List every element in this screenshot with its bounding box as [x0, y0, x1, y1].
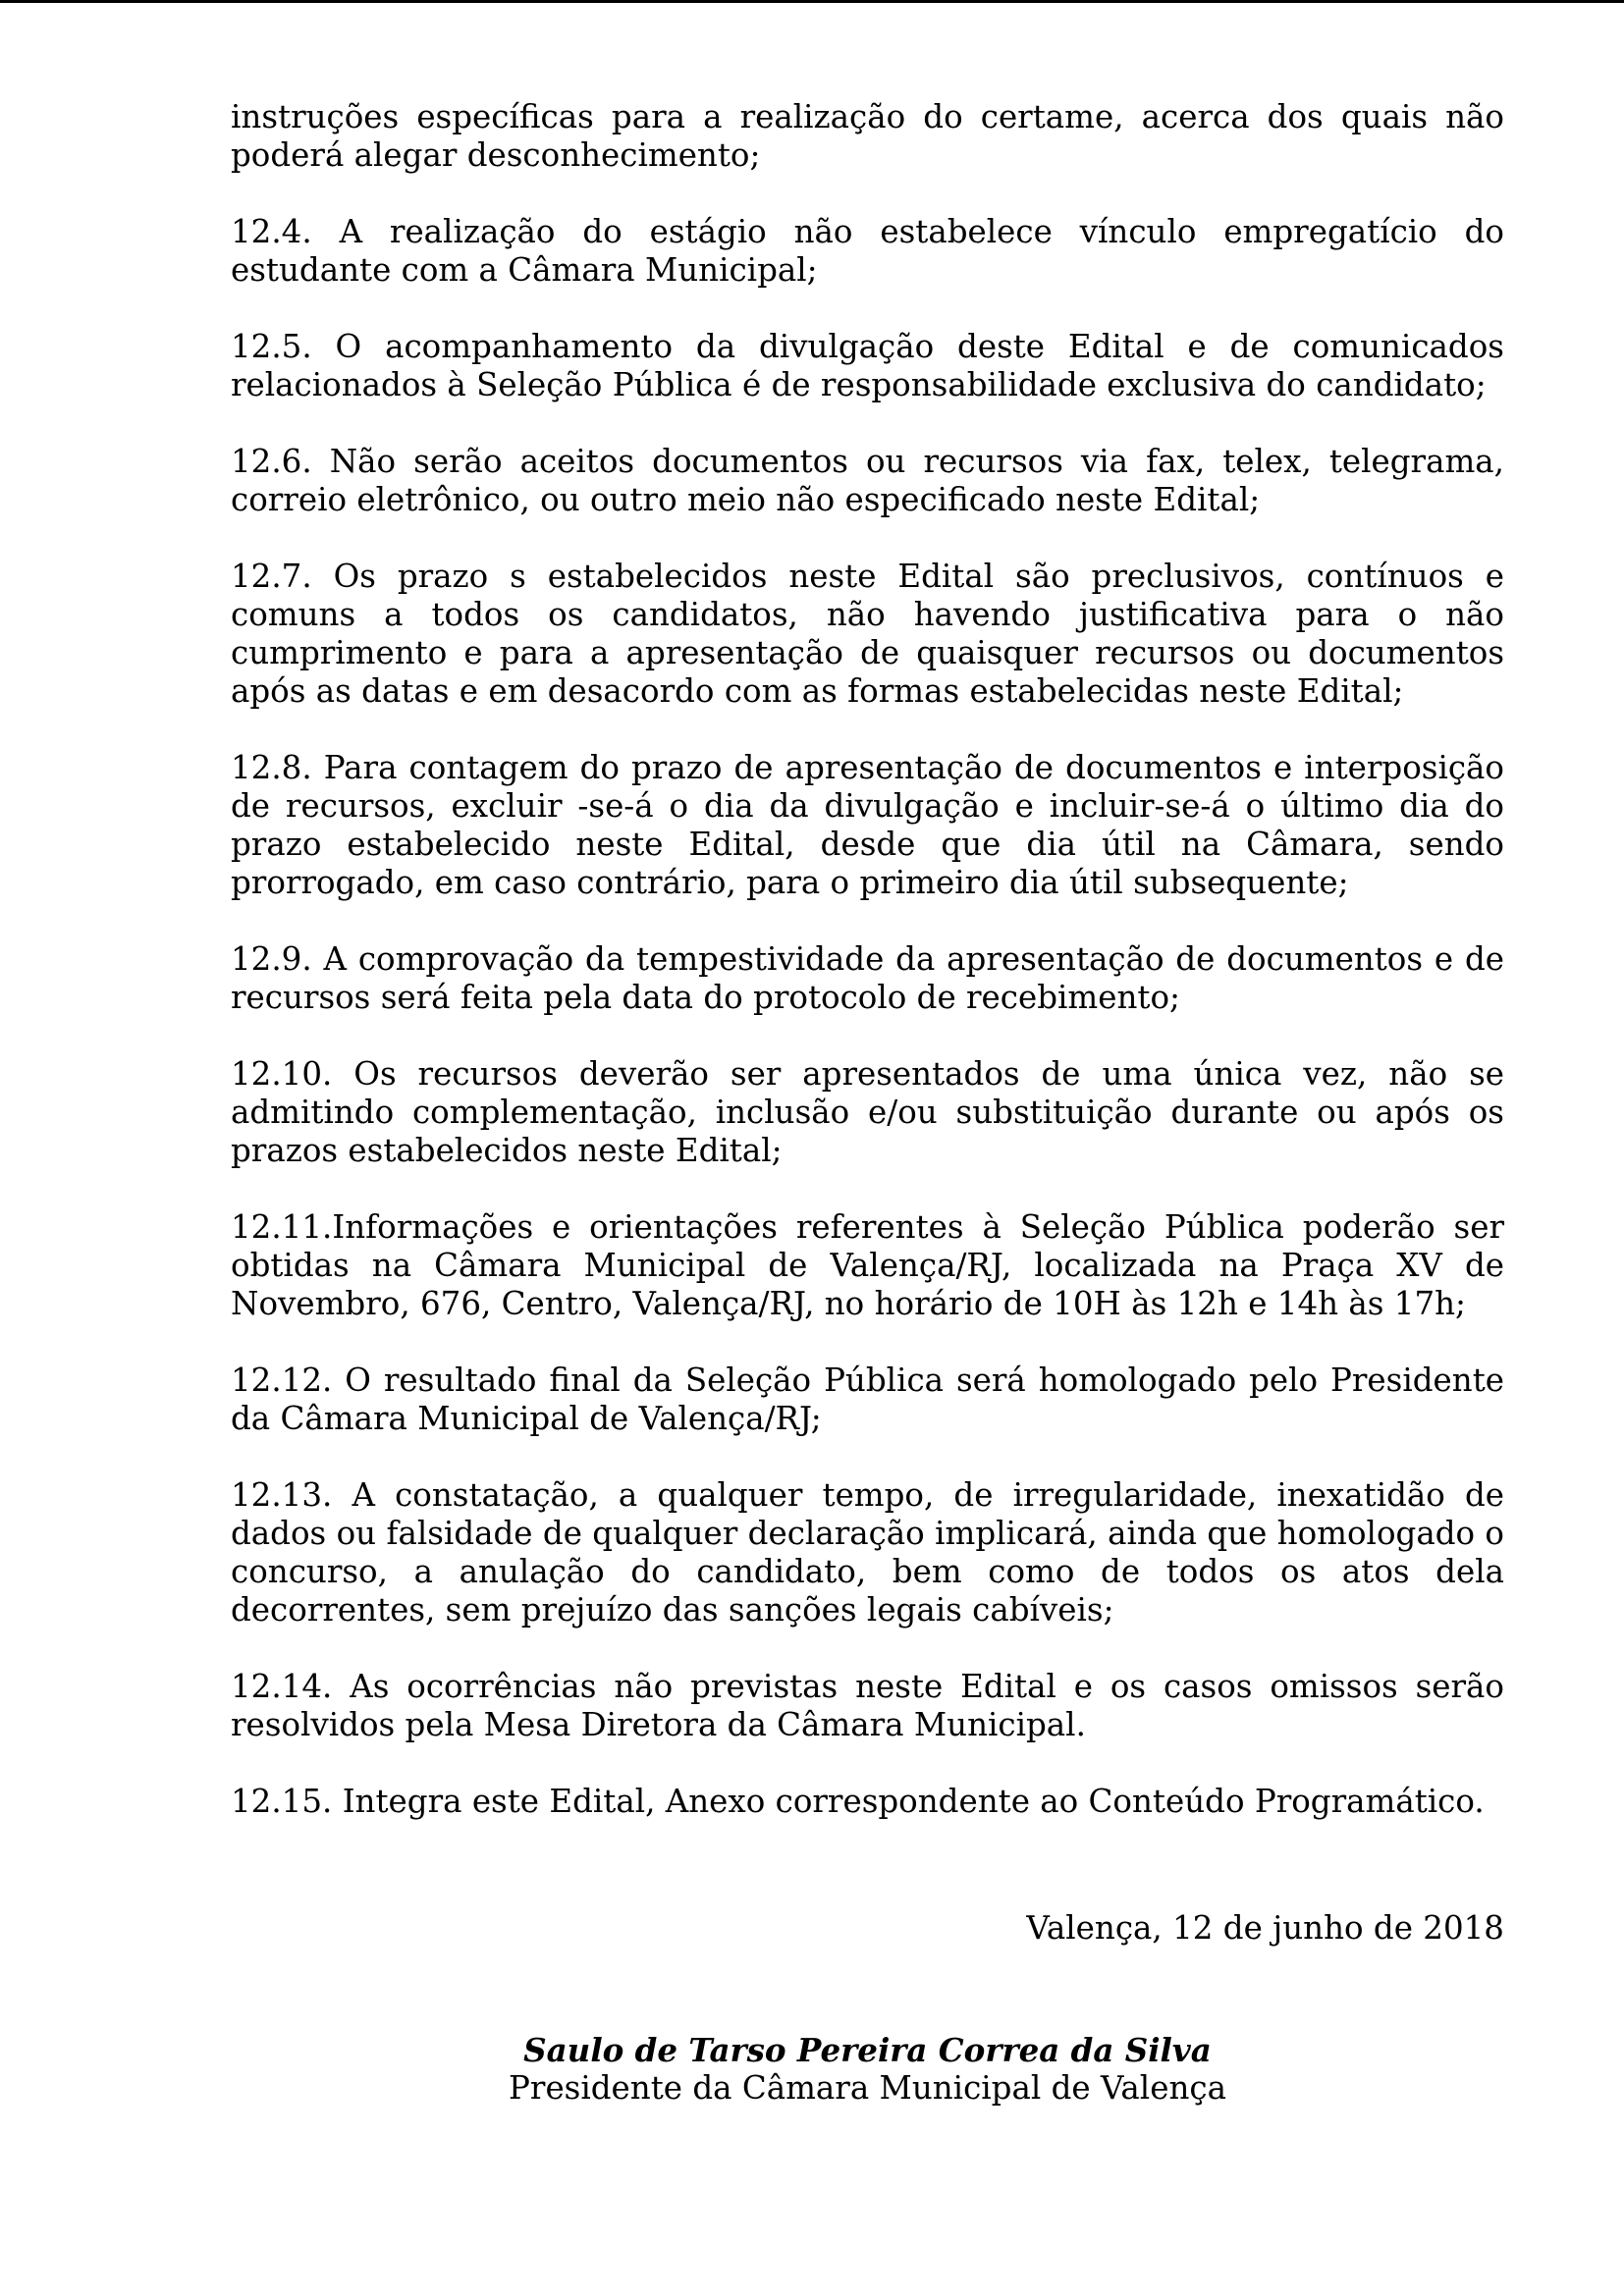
- scan-edge-artifact: [0, 0, 1624, 3]
- clause-12-12: 12.12. O resultado final da Seleção Pública será homologado pelo Presidente da Câmara Municipal de Valença/RJ;: [231, 1362, 1504, 1437]
- clause-12-4: 12.4. A realização do estágio não estabelece vínculo empregatício do estudante com a Câmara Municipal;: [231, 213, 1504, 289]
- document-body: [231, 98, 1504, 2108]
- signature-title: Presidente da Câmara Municipal de Valença: [509, 2069, 1226, 2107]
- clause-12-14: 12.14. As ocorrências não previstas neste Edital e os casos omissos serão resolvidos pela Mesa Diretora da Câmara Municipal.: [231, 1668, 1504, 1743]
- clause-12-6: 12.6. Não serão aceitos documentos ou recursos via fax, telex, telegrama, correio eletrônico, ou outro meio não especificado neste Edital;: [231, 443, 1504, 518]
- clause-12-9: 12.9. A comprovação da tempestividade da apresentação de documentos e de recursos será feita pela data do protocolo de recebimento;: [231, 940, 1504, 1016]
- dateline: Valença, 12 de junho de 2018: [1026, 1909, 1504, 1947]
- clause-12-11: 12.11.Informações e orientações referentes à Seleção Pública poderão ser obtidas na Câmara Municipal de Valença/RJ, localizada na Praça XV de Novembro, 676, Centro, Valença/RJ, no horário de 10H às 12h e 14h às 17h;: [231, 1208, 1504, 1322]
- signature-name: Saulo de Tarso Pereira Correa da Silva: [523, 2031, 1212, 2069]
- signature-block: [231, 2031, 1504, 2108]
- clause-12-5: 12.5. O acompanhamento da divulgação deste Edital e de comunicados relacionados à Seleção Pública é de responsabilidade exclusiva do candidato;: [231, 328, 1504, 403]
- clause-12-7: 12.7. Os prazo s estabelecidos neste Edital são preclusivos, contínuos e comuns a todos os candidatos, não havendo justificativa para o não cumprimento e para a apresentação de quaisquer recursos ou documentos após as datas e em desacordo com as formas estabelecidas neste Edital;: [231, 558, 1504, 710]
- clause-12-15: 12.15. Integra este Edital, Anexo correspondente ao Conteúdo Programático.: [231, 1783, 1485, 1820]
- paragraph-continuation: instruções específicas para a realização do certame, acerca dos quais não poderá alegar desconhecimento;: [231, 98, 1504, 174]
- clause-12-8: 12.8. Para contagem do prazo de apresentação de documentos e interposição de recursos, excluir -se-á o dia da divulgação e incluir-se-á o último dia do prazo estabelecido neste Edital, desde que dia útil na Câmara, sendo prorrogado, em caso contrário, para o primeiro dia útil subsequente;: [231, 749, 1504, 901]
- clause-12-10: 12.10. Os recursos deverão ser apresentados de uma única vez, não se admitindo complementação, inclusão e/ou substituição durante ou após os prazos estabelecidos neste Edital;: [231, 1055, 1504, 1169]
- clause-12-13: 12.13. A constatação, a qualquer tempo, de irregularidade, inexatidão de dados ou falsidade de qualquer declaração implicará, ainda que homologado o concurso, a anulação do candidato, bem como de todos os atos dela decorrentes, sem prejuízo das sanções legais cabíveis;: [231, 1476, 1504, 1629]
